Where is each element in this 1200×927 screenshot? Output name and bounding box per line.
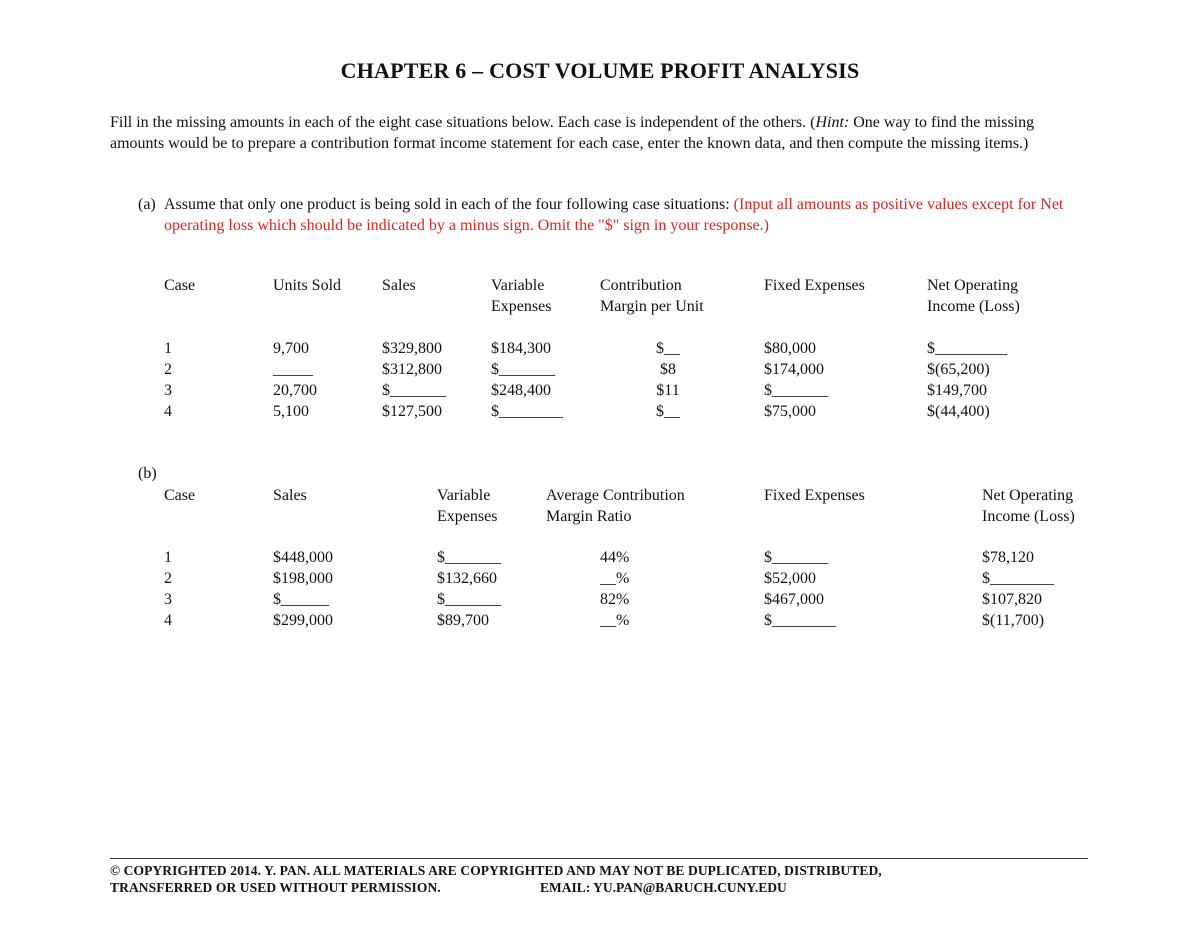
header-cm-ratio: Average Contribution — [546, 487, 685, 504]
header-sales: Sales — [273, 487, 307, 504]
table-cell: $(44,400) — [927, 403, 990, 420]
table-cell: $________ — [982, 570, 1054, 587]
header-units-sold: Units Sold — [273, 277, 342, 294]
footer-divider — [110, 858, 1088, 859]
table-cell: 1 — [164, 549, 172, 566]
table-cell: $_________ — [927, 340, 1007, 357]
table-cell: $_______ — [491, 361, 555, 378]
table-cell: $467,000 — [764, 591, 824, 608]
footer-email: EMAIL: YU.PAN@BARUCH.CUNY.EDU — [540, 880, 787, 895]
table-cell: _____ — [273, 361, 313, 378]
page-title: CHAPTER 6 – COST VOLUME PROFIT ANALYSIS — [340, 58, 860, 83]
footer-line-1: © COPYRIGHTED 2014. Y. PAN. ALL MATERIALS ARE COPYRIGHTED AND MAY NOT BE DUPLICATED, DISTRIBUTED, — [110, 863, 882, 878]
table-cell: __% — [600, 612, 630, 629]
table-cell: $_______ — [764, 382, 828, 399]
header-contribution: Contribution — [600, 277, 682, 294]
table-cell: $________ — [764, 612, 836, 629]
table-cell: 2 — [164, 361, 172, 378]
intro-text: Fill in the missing amounts in each of the eight case situations below. Each case is independent of the others. ( — [110, 114, 816, 131]
table-cell: $174,000 — [764, 361, 824, 378]
table-cell: $329,800 — [382, 340, 442, 357]
table-cell: $11 — [656, 382, 680, 399]
header-noi: Net Operating — [927, 277, 1019, 294]
header-noi-2: Income (Loss) — [982, 508, 1075, 525]
table-cell: $__ — [656, 340, 680, 357]
header-variable: Variable — [491, 277, 545, 294]
table-cell: $________ — [491, 403, 563, 420]
part-a-instructions — [138, 194, 1098, 236]
table-cell: $149,700 — [927, 382, 987, 399]
table-cell: $299,000 — [273, 612, 333, 629]
table-cell: $448,000 — [273, 549, 333, 566]
table-cell: $52,000 — [764, 570, 816, 587]
table-cell: $__ — [656, 403, 680, 420]
table-cell: 44% — [600, 549, 630, 566]
header-contribution-2: Margin per Unit — [600, 298, 704, 315]
table-cell: 9,700 — [273, 340, 309, 357]
part-a-note: (Input all amounts as positive values except for Net operating loss which should be indicated by a minus sign. Omit the "$" sign in your response.) — [164, 196, 1064, 234]
table-cell: 4 — [164, 403, 172, 420]
header-variable: Variable — [437, 487, 491, 504]
table-cell: $(11,700) — [982, 612, 1045, 629]
intro-text-after-hint: One way to find the missing amounts would be to prepare a contribution format income statement for each case, enter the known data, and then compute the missing items.) — [110, 114, 1035, 152]
header-cm-ratio-2: Margin Ratio — [546, 508, 632, 525]
part-a-label: (a) — [138, 196, 156, 213]
table-cell: $80,000 — [764, 340, 816, 357]
table-cell: $_______ — [382, 382, 446, 399]
header-variable-2: Expenses — [437, 508, 498, 525]
table-cell: $______ — [273, 591, 329, 608]
table-cell: 2 — [164, 570, 172, 587]
table-cell: $132,660 — [437, 570, 497, 587]
header-noi: Net Operating — [982, 487, 1074, 504]
header-variable-2: Expenses — [491, 298, 552, 315]
table-cell: __% — [600, 570, 630, 587]
intro-paragraph — [110, 112, 1090, 154]
table-cell: $8 — [660, 361, 676, 378]
table-cell: $248,400 — [491, 382, 551, 399]
table-cell: 3 — [164, 591, 172, 608]
table-cell: $184,300 — [491, 340, 551, 357]
table-cell: 4 — [164, 612, 172, 629]
table-cell: 1 — [164, 340, 172, 357]
table-cell: $107,820 — [982, 591, 1042, 608]
part-a-instruction: Assume that only one product is being sold in each of the four following case situations: — [164, 196, 734, 213]
table-cell: $(65,200) — [927, 361, 990, 378]
header-case: Case — [164, 277, 196, 294]
header-sales: Sales — [382, 277, 416, 294]
part-b-label: (b) — [138, 465, 157, 482]
table-cell: $75,000 — [764, 403, 816, 420]
table-cell: 5,100 — [273, 403, 309, 420]
table-cell: $198,000 — [273, 570, 333, 587]
hint-label: Hint: — [815, 114, 850, 131]
header-fixed: Fixed Expenses — [764, 277, 865, 294]
table-cell: 3 — [164, 382, 172, 399]
table-cell: $312,800 — [382, 361, 442, 378]
table-cell: 20,700 — [273, 382, 317, 399]
header-case: Case — [164, 487, 196, 504]
table-cell: 82% — [600, 591, 630, 608]
table-cell: $_______ — [437, 591, 501, 608]
header-fixed: Fixed Expenses — [764, 487, 865, 504]
header-noi-2: Income (Loss) — [927, 298, 1020, 315]
table-cell: $127,500 — [382, 403, 442, 420]
table-cell: $78,120 — [982, 549, 1034, 566]
table-cell: $_______ — [437, 549, 501, 566]
table-cell: $89,700 — [437, 612, 489, 629]
footer-line-2: TRANSFERRED OR USED WITHOUT PERMISSION. — [110, 880, 441, 895]
table-cell: $_______ — [764, 549, 828, 566]
